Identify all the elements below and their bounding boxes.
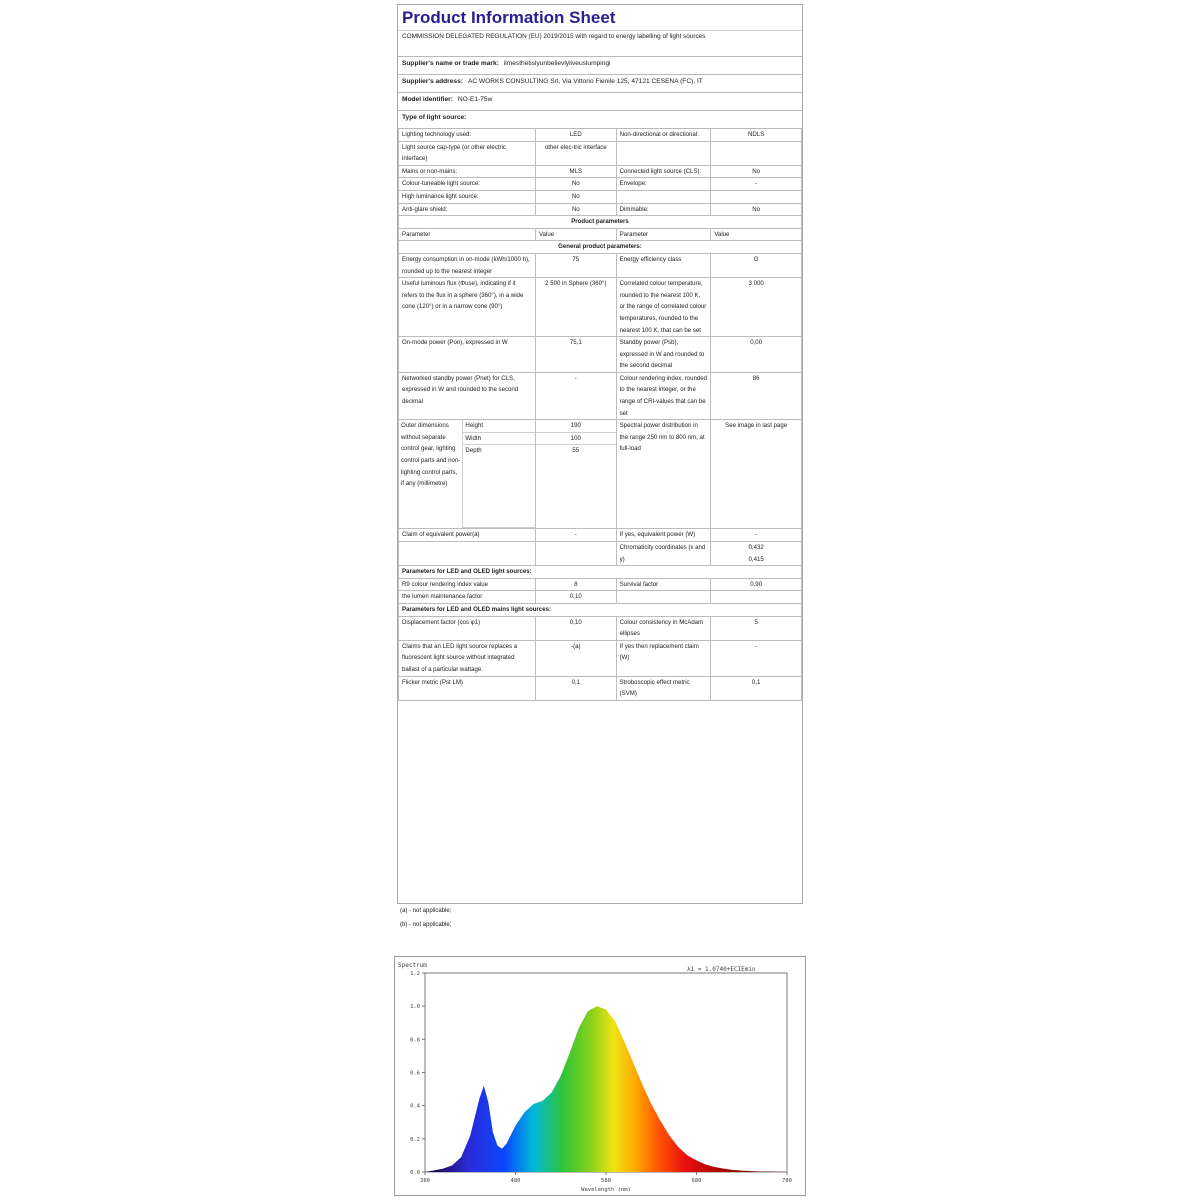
value-cell: -(a) bbox=[536, 640, 617, 676]
model-identifier-value: NO-E1-75w bbox=[457, 96, 493, 103]
value-cell: 0,1 bbox=[536, 676, 617, 700]
param-cell: Mains or non-mains: bbox=[399, 165, 536, 178]
dimensions-values-subtable bbox=[536, 420, 616, 457]
param-cell: Envelope: bbox=[616, 178, 711, 191]
table-row bbox=[399, 591, 802, 604]
type-of-light-source-heading bbox=[398, 111, 802, 129]
y-axis-label: Spectrum bbox=[398, 962, 427, 969]
param-cell: If yes, equivalent power (W) bbox=[616, 529, 711, 542]
x-tick-label: 480 bbox=[510, 1178, 521, 1184]
param-cell: Survival factor bbox=[616, 578, 711, 591]
regulation-intro: COMMISSION DELEGATED REGULATION (EU) 2019/2015 with regard to energy labelling of light sources bbox=[398, 31, 802, 57]
value-cell: - bbox=[711, 640, 802, 676]
general-parameters-heading: General product parameters: bbox=[399, 241, 802, 254]
table-row bbox=[399, 529, 802, 542]
param-cell: Dimmable: bbox=[616, 203, 711, 216]
value-cell: 3 000 bbox=[711, 278, 802, 337]
table-row bbox=[399, 676, 802, 700]
section-row bbox=[399, 241, 802, 254]
value-cell: LED bbox=[536, 129, 617, 141]
x-tick-label: 680 bbox=[691, 1178, 702, 1184]
depth-label: Depth bbox=[463, 445, 535, 528]
param-cell bbox=[616, 141, 711, 165]
y-tick-label: 0.0 bbox=[410, 1170, 420, 1176]
section-row bbox=[399, 216, 802, 229]
value-cell: No bbox=[536, 178, 617, 191]
param-cell: Claims that an LED light source replaces a fluorescent light source without integrated ballast of a particular wattage. bbox=[399, 640, 536, 676]
param-cell: Colour consistency in McAdam ellipses bbox=[616, 616, 711, 640]
value-cell bbox=[711, 141, 802, 165]
value-cell: No bbox=[711, 165, 802, 178]
table-row bbox=[399, 253, 802, 277]
value-cell: NDLS bbox=[711, 129, 802, 141]
empty-cell bbox=[536, 542, 617, 566]
param-cell: the lumen maintenance factor bbox=[399, 591, 536, 604]
table-row bbox=[399, 141, 802, 165]
param-cell: Colour-tuneable light source: bbox=[399, 178, 536, 191]
depth-value: 55 bbox=[572, 447, 580, 455]
footnote: (b) - not applicable; bbox=[400, 922, 452, 928]
spec-table bbox=[398, 129, 802, 701]
dimensions-label: Outer dimensions without separate control gear, lighting control parts and non-lighting control parts, if any (millimetre) bbox=[399, 420, 463, 528]
y-tick-label: 0.6 bbox=[410, 1070, 420, 1077]
value-cell: 0,90 bbox=[711, 578, 802, 591]
dimensions-values-cell bbox=[536, 420, 617, 529]
param-cell: Chromaticity coordinates (x and y) bbox=[616, 542, 711, 566]
spectral-power-chart bbox=[394, 956, 806, 1196]
table-row bbox=[399, 190, 802, 203]
section-row bbox=[399, 566, 802, 579]
supplier-address-row bbox=[398, 75, 802, 93]
value-cell: MLS bbox=[536, 165, 617, 178]
value-cell bbox=[711, 591, 802, 604]
value-cell: other elec-tric interface bbox=[536, 141, 617, 165]
product-parameters-heading: Product parameters bbox=[399, 216, 802, 229]
value-cell: 75 bbox=[536, 253, 617, 277]
param-cell: Connected light source (CLS): bbox=[616, 165, 711, 178]
supplier-name-label: Supplier's name or trade mark: bbox=[402, 60, 499, 67]
param-cell: Displacement factor (cos φ1) bbox=[399, 616, 536, 640]
mains-parameters-heading: Parameters for LED and OLED mains light sources: bbox=[399, 604, 802, 617]
chromaticity-x: 0,432 bbox=[748, 544, 764, 552]
y-tick-label: 0.2 bbox=[410, 1136, 420, 1143]
column-header: Value bbox=[536, 228, 617, 241]
y-tick-label: 1.0 bbox=[410, 1004, 420, 1011]
dimensions-subtable bbox=[399, 420, 535, 528]
footnotes bbox=[400, 904, 451, 932]
value-cell: 0,10 bbox=[536, 591, 617, 604]
param-cell: Claim of equivalent power(a) bbox=[399, 529, 536, 542]
value-cell: - bbox=[536, 529, 617, 542]
param-cell: R9 colour rendering index value bbox=[399, 578, 536, 591]
value-cell: No bbox=[711, 203, 802, 216]
supplier-name-row bbox=[398, 57, 802, 75]
y-tick-label: 0.4 bbox=[410, 1103, 420, 1110]
param-cell: If yes then replacement claim (W) bbox=[616, 640, 711, 676]
param-cell: Light source cap-type (or other electric interface) bbox=[399, 141, 536, 165]
param-cell: Colour rendering index, rounded to the nearest integer, or the range of CRI-values that can be set bbox=[616, 372, 711, 419]
value-cell: 86 bbox=[711, 372, 802, 419]
param-cell: Flicker metric (Pst LM) bbox=[399, 676, 536, 700]
value-cell: 5 bbox=[711, 616, 802, 640]
table-row bbox=[399, 372, 802, 419]
value-cell: See image in last page bbox=[711, 420, 802, 529]
value-cell: 2 500 in Sphere (360°) bbox=[536, 278, 617, 337]
table-row bbox=[399, 203, 802, 216]
table-row bbox=[399, 129, 802, 141]
dimensions-cell bbox=[399, 420, 536, 529]
width-value: 100 bbox=[536, 432, 616, 445]
led-parameters-heading: Parameters for LED and OLED light sources: bbox=[399, 566, 802, 579]
x-tick-label: 780 bbox=[782, 1178, 792, 1184]
param-cell: Energy efficiency class bbox=[616, 253, 711, 277]
value-cell: G bbox=[711, 253, 802, 277]
table-row bbox=[399, 578, 802, 591]
param-cell: High luminance light source: bbox=[399, 190, 536, 203]
param-cell: Spectral power distribution in the range 250 nm to 800 nm, at full-load bbox=[616, 420, 711, 529]
empty-cell bbox=[399, 542, 536, 566]
height-value: 190 bbox=[536, 420, 616, 432]
x-tick-label: 380 bbox=[420, 1178, 430, 1184]
chart-annotation: λ1 = 1.0740+ECIEmin bbox=[687, 966, 756, 973]
model-identifier-row bbox=[398, 93, 802, 111]
table-row bbox=[399, 640, 802, 676]
x-tick-label: 580 bbox=[601, 1178, 611, 1184]
param-cell: On-mode power (Pon), expressed in W bbox=[399, 337, 536, 373]
chromaticity-y: 0,415 bbox=[748, 555, 764, 563]
spectrum-svg bbox=[395, 957, 805, 1195]
sheet-title: Product Information Sheet bbox=[398, 5, 802, 31]
param-cell bbox=[616, 591, 711, 604]
table-row bbox=[399, 616, 802, 640]
chromaticity-values bbox=[711, 542, 802, 566]
product-information-sheet bbox=[397, 4, 803, 904]
param-cell: Useful luminous flux (Φuse), indicating if it refers to the flux in a sphere (360°), in a wide cone (120°) or in a narrow cone (90°) bbox=[399, 278, 536, 337]
value-cell: - bbox=[536, 372, 617, 419]
param-cell: Anti-glare shield: bbox=[399, 203, 536, 216]
footnote: (a) - not applicable; bbox=[400, 908, 452, 914]
dimensions-row bbox=[399, 420, 802, 529]
width-label: Width bbox=[463, 432, 535, 445]
value-cell: 75,1 bbox=[536, 337, 617, 373]
value-cell: - bbox=[711, 529, 802, 542]
value-cell: 0,10 bbox=[536, 616, 617, 640]
param-cell bbox=[616, 190, 711, 203]
param-cell: Networked standby power (Pnet) for CLS, expressed in W and rounded to the second decimal bbox=[399, 372, 536, 419]
value-cell: No bbox=[536, 203, 617, 216]
supplier-address-label: Supplier's address: bbox=[402, 78, 463, 85]
column-header: Value bbox=[711, 228, 802, 241]
spectrum-area bbox=[425, 1006, 787, 1172]
param-cell: Correlated colour temperature, rounded to the nearest 100 K, or the range of correlated colour temperatures, rounded to the nearest 100 K, that can be set bbox=[616, 278, 711, 337]
x-axis-label: Wavelength (nm) bbox=[581, 1187, 631, 1193]
param-cell: Stroboscopic effect metric (SVM) bbox=[616, 676, 711, 700]
table-row bbox=[399, 165, 802, 178]
section-row bbox=[399, 604, 802, 617]
y-tick-label: 1.2 bbox=[410, 971, 420, 977]
table-row bbox=[399, 337, 802, 373]
param-cell: Standby power (Psb), expressed in W and rounded to the second decimal bbox=[616, 337, 711, 373]
value-cell: 0,00 bbox=[711, 337, 802, 373]
param-cell: Lighting technology used: bbox=[399, 129, 536, 141]
param-cell: Energy consumption in on-mode (kWh/1000 h), rounded up to the nearest integer bbox=[399, 253, 536, 277]
type-of-light-source-label: Type of light source: bbox=[402, 114, 467, 121]
param-cell: Non-directional or directional: bbox=[616, 129, 711, 141]
value-cell: 0,1 bbox=[711, 676, 802, 700]
supplier-address-value: AC WORKS CONSULTING Srl, Via Vittorio Fienile 125, 47121 CESENA (FC), IT bbox=[467, 78, 703, 85]
value-cell: 8 bbox=[536, 578, 617, 591]
column-header-row bbox=[399, 228, 802, 241]
value-cell: No bbox=[536, 190, 617, 203]
column-header: Parameter bbox=[616, 228, 711, 241]
model-identifier-label: Model identifier: bbox=[402, 96, 453, 103]
table-row bbox=[399, 178, 802, 191]
supplier-name-value: ilmesthetislyunbelievlyliveuslumpingi bbox=[503, 60, 611, 67]
table-row bbox=[399, 542, 802, 566]
table-row bbox=[399, 278, 802, 337]
value-cell bbox=[711, 190, 802, 203]
height-label: Height bbox=[463, 420, 535, 432]
y-tick-label: 0.8 bbox=[410, 1037, 420, 1044]
column-header: Parameter bbox=[399, 228, 536, 241]
value-cell: - bbox=[711, 178, 802, 191]
